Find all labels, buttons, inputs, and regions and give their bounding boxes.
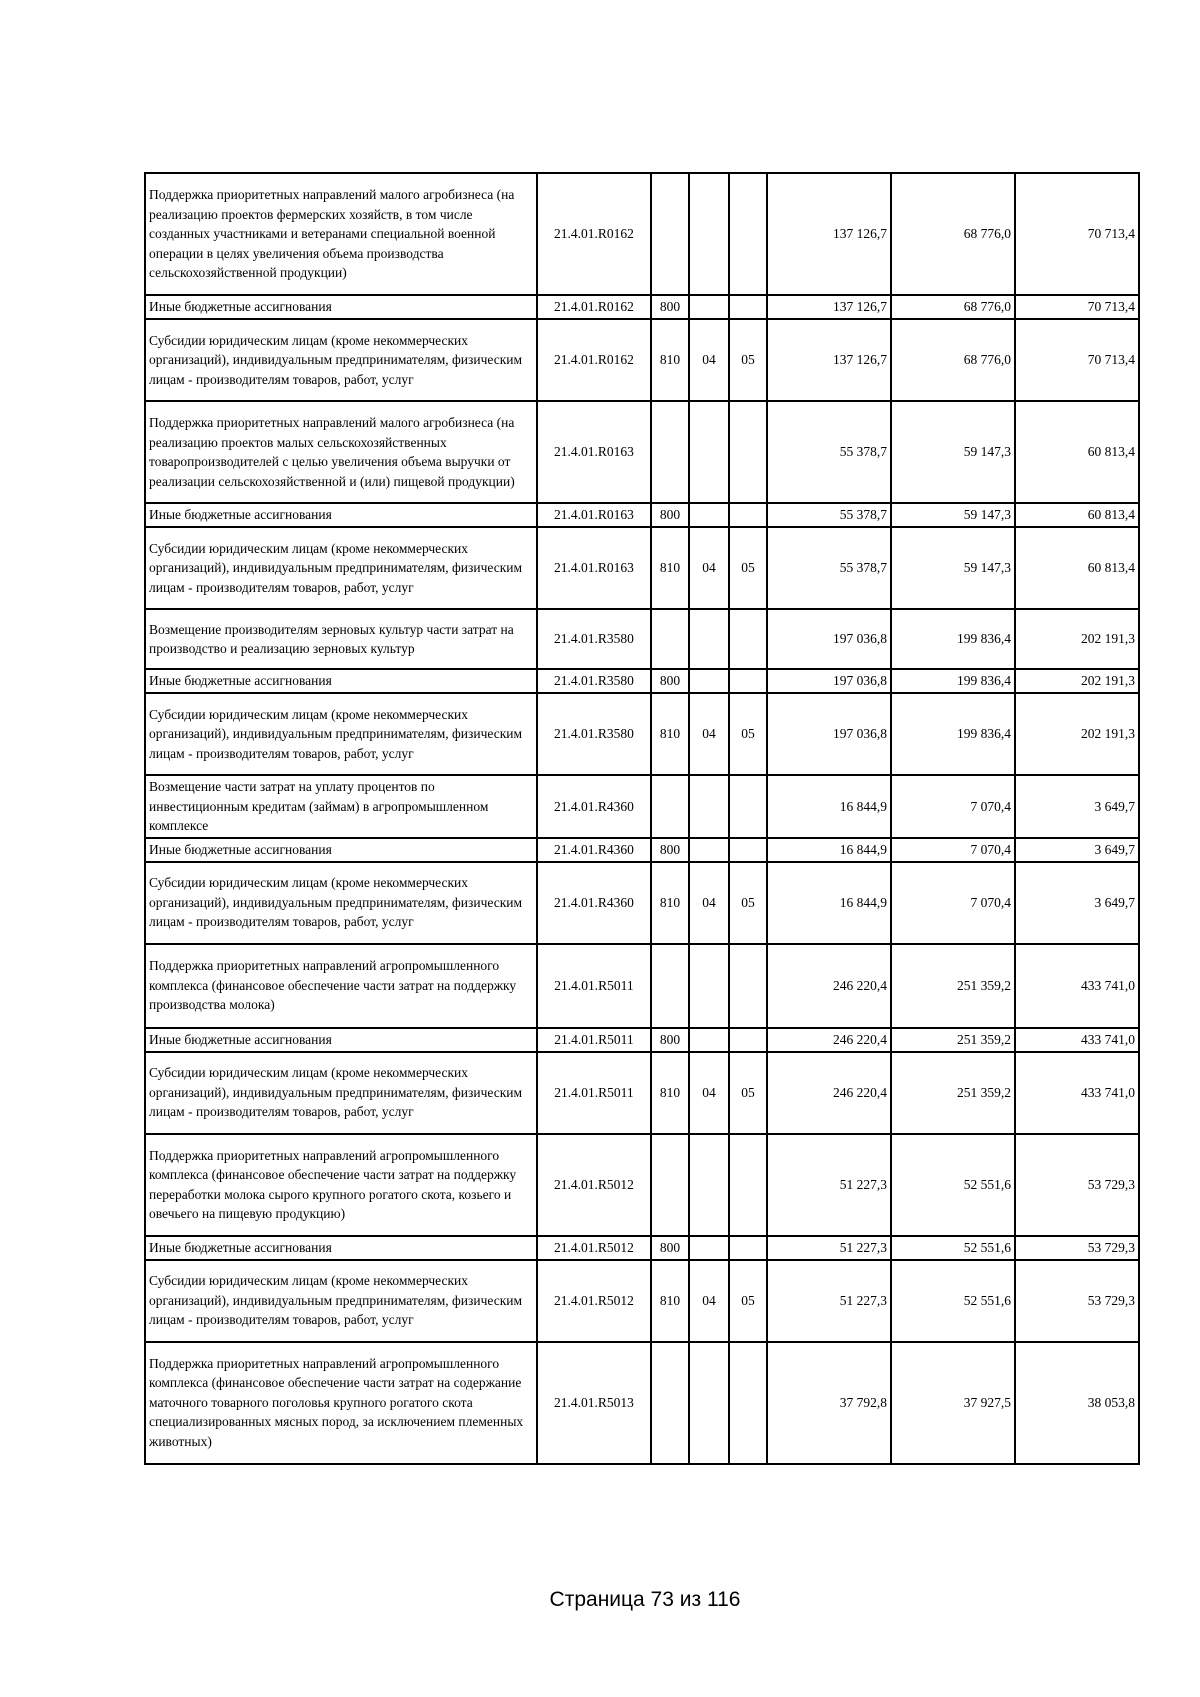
cell-name: Иные бюджетные ассигнования [145, 295, 537, 319]
table-row [145, 1052, 1139, 1134]
table-body [145, 173, 1139, 1464]
cell-code: 21.4.01.R4360 [537, 862, 651, 944]
cell-amount-year1: 16 844,9 [767, 862, 891, 944]
table-row [145, 503, 1139, 527]
cell-code: 21.4.01.R0162 [537, 319, 651, 401]
cell-amount-year1: 246 220,4 [767, 1028, 891, 1052]
cell-amount-year3: 3 649,7 [1015, 838, 1139, 862]
cell-subsection: 05 [729, 693, 767, 775]
cell-code: 21.4.01.R5013 [537, 1342, 651, 1464]
cell-subsection [729, 503, 767, 527]
cell-name: Возмещение части затрат на уплату процентов по инвестиционным кредитам (займам) в агропромышленном комплексе [145, 775, 537, 838]
cell-amount-year2: 7 070,4 [891, 862, 1015, 944]
table-row [145, 401, 1139, 503]
table-row [145, 1236, 1139, 1260]
cell-name: Поддержка приоритетных направлений агропромышленного комплекса (финансовое обеспечение части затрат на поддержку производства молока) [145, 944, 537, 1028]
cell-subsection [729, 173, 767, 295]
cell-expense-type: 810 [651, 862, 689, 944]
cell-code: 21.4.01.R5012 [537, 1236, 651, 1260]
cell-amount-year1: 51 227,3 [767, 1236, 891, 1260]
cell-name: Иные бюджетные ассигнования [145, 1236, 537, 1260]
cell-name: Поддержка приоритетных направлений агропромышленного комплекса (финансовое обеспечение части затрат на поддержку переработки молока сырого крупного рогатого скота, козьего и овечьего на пищевую продукцию) [145, 1134, 537, 1236]
cell-amount-year3: 202 191,3 [1015, 693, 1139, 775]
cell-amount-year1: 246 220,4 [767, 944, 891, 1028]
cell-name: Субсидии юридическим лицам (кроме некоммерческих организаций), индивидуальным предпринимателям, физическим лицам - производителям товаров, работ, услуг [145, 319, 537, 401]
cell-code: 21.4.01.R0163 [537, 527, 651, 609]
cell-expense-type [651, 401, 689, 503]
cell-name: Иные бюджетные ассигнования [145, 503, 537, 527]
cell-section: 04 [689, 1052, 729, 1134]
cell-amount-year3: 38 053,8 [1015, 1342, 1139, 1464]
cell-amount-year3: 60 813,4 [1015, 401, 1139, 503]
cell-amount-year3: 202 191,3 [1015, 609, 1139, 669]
cell-name: Субсидии юридическим лицам (кроме некоммерческих организаций), индивидуальным предпринимателям, физическим лицам - производителям товаров, работ, услуг [145, 693, 537, 775]
cell-section [689, 1134, 729, 1236]
cell-amount-year3: 3 649,7 [1015, 775, 1139, 838]
cell-amount-year3: 3 649,7 [1015, 862, 1139, 944]
cell-amount-year2: 59 147,3 [891, 401, 1015, 503]
cell-amount-year2: 68 776,0 [891, 173, 1015, 295]
table-row [145, 1028, 1139, 1052]
cell-expense-type [651, 775, 689, 838]
cell-amount-year1: 37 792,8 [767, 1342, 891, 1464]
cell-code: 21.4.01.R3580 [537, 669, 651, 693]
cell-amount-year2: 52 551,6 [891, 1134, 1015, 1236]
cell-code: 21.4.01.R5011 [537, 1028, 651, 1052]
cell-code: 21.4.01.R3580 [537, 609, 651, 669]
cell-amount-year3: 70 713,4 [1015, 319, 1139, 401]
table-row [145, 693, 1139, 775]
cell-name: Иные бюджетные ассигнования [145, 838, 537, 862]
table-row [145, 944, 1139, 1028]
table-row [145, 173, 1139, 295]
cell-code: 21.4.01.R5011 [537, 944, 651, 1028]
cell-subsection: 05 [729, 319, 767, 401]
cell-section [689, 1028, 729, 1052]
cell-amount-year3: 60 813,4 [1015, 503, 1139, 527]
cell-expense-type: 810 [651, 693, 689, 775]
cell-amount-year2: 52 551,6 [891, 1236, 1015, 1260]
cell-amount-year2: 52 551,6 [891, 1260, 1015, 1342]
cell-expense-type: 810 [651, 527, 689, 609]
cell-code: 21.4.01.R0163 [537, 401, 651, 503]
cell-name: Возмещение производителям зерновых культур части затрат на производство и реализацию зерновых культур [145, 609, 537, 669]
cell-amount-year3: 60 813,4 [1015, 527, 1139, 609]
cell-expense-type: 810 [651, 319, 689, 401]
cell-amount-year2: 199 836,4 [891, 693, 1015, 775]
table-row [145, 1134, 1139, 1236]
table-row [145, 295, 1139, 319]
cell-amount-year1: 197 036,8 [767, 693, 891, 775]
cell-section [689, 775, 729, 838]
cell-section [689, 173, 729, 295]
table-row [145, 838, 1139, 862]
cell-code: 21.4.01.R4360 [537, 838, 651, 862]
cell-section [689, 838, 729, 862]
cell-subsection [729, 1134, 767, 1236]
cell-section [689, 503, 729, 527]
cell-subsection [729, 609, 767, 669]
cell-amount-year2: 251 359,2 [891, 1052, 1015, 1134]
cell-amount-year2: 59 147,3 [891, 503, 1015, 527]
cell-amount-year1: 137 126,7 [767, 319, 891, 401]
cell-amount-year1: 55 378,7 [767, 401, 891, 503]
cell-expense-type: 800 [651, 1028, 689, 1052]
cell-subsection [729, 1028, 767, 1052]
cell-amount-year1: 197 036,8 [767, 609, 891, 669]
cell-section [689, 669, 729, 693]
cell-subsection [729, 401, 767, 503]
cell-section: 04 [689, 693, 729, 775]
table-row [145, 319, 1139, 401]
cell-amount-year1: 197 036,8 [767, 669, 891, 693]
cell-code: 21.4.01.R0162 [537, 295, 651, 319]
table-row [145, 609, 1139, 669]
table-row [145, 862, 1139, 944]
cell-code: 21.4.01.R0163 [537, 503, 651, 527]
cell-section: 04 [689, 319, 729, 401]
cell-subsection: 05 [729, 862, 767, 944]
cell-name: Иные бюджетные ассигнования [145, 1028, 537, 1052]
cell-code: 21.4.01.R5012 [537, 1260, 651, 1342]
cell-amount-year1: 246 220,4 [767, 1052, 891, 1134]
cell-amount-year3: 70 713,4 [1015, 295, 1139, 319]
table-row [145, 1260, 1139, 1342]
cell-name: Поддержка приоритетных направлений малого агробизнеса (на реализацию проектов фермерских хозяйств, в том числе созданных участниками и ветеранами специальной военной операции в целях увеличения объема производства сельскохозяйственной продукции) [145, 173, 537, 295]
cell-section: 04 [689, 1260, 729, 1342]
cell-amount-year2: 7 070,4 [891, 838, 1015, 862]
cell-name: Поддержка приоритетных направлений агропромышленного комплекса (финансовое обеспечение части затрат на содержание маточного товарного поголовья крупного рогатого скота специализированных мясных пород, за исключением племенных животных) [145, 1342, 537, 1464]
cell-amount-year3: 53 729,3 [1015, 1236, 1139, 1260]
cell-amount-year2: 251 359,2 [891, 944, 1015, 1028]
cell-subsection [729, 838, 767, 862]
cell-expense-type [651, 1342, 689, 1464]
cell-amount-year2: 37 927,5 [891, 1342, 1015, 1464]
cell-amount-year1: 137 126,7 [767, 173, 891, 295]
cell-expense-type: 800 [651, 295, 689, 319]
cell-expense-type: 800 [651, 503, 689, 527]
cell-amount-year3: 202 191,3 [1015, 669, 1139, 693]
cell-expense-type: 800 [651, 669, 689, 693]
cell-code: 21.4.01.R3580 [537, 693, 651, 775]
cell-subsection [729, 1236, 767, 1260]
table-row [145, 527, 1139, 609]
cell-amount-year1: 16 844,9 [767, 775, 891, 838]
cell-section [689, 609, 729, 669]
cell-amount-year1: 137 126,7 [767, 295, 891, 319]
cell-expense-type: 800 [651, 1236, 689, 1260]
cell-amount-year2: 7 070,4 [891, 775, 1015, 838]
cell-amount-year2: 251 359,2 [891, 1028, 1015, 1052]
cell-section: 04 [689, 527, 729, 609]
cell-section [689, 1342, 729, 1464]
cell-amount-year3: 70 713,4 [1015, 173, 1139, 295]
cell-amount-year3: 53 729,3 [1015, 1134, 1139, 1236]
page-number: Страница 73 из 116 [549, 1588, 741, 1611]
cell-name: Субсидии юридическим лицам (кроме некоммерческих организаций), индивидуальным предпринимателям, физическим лицам - производителям товаров, работ, услуг [145, 862, 537, 944]
cell-subsection [729, 669, 767, 693]
cell-subsection: 05 [729, 1052, 767, 1134]
cell-expense-type: 800 [651, 838, 689, 862]
cell-code: 21.4.01.R5011 [537, 1052, 651, 1134]
cell-expense-type [651, 173, 689, 295]
cell-amount-year2: 68 776,0 [891, 319, 1015, 401]
cell-subsection [729, 775, 767, 838]
cell-amount-year3: 433 741,0 [1015, 1052, 1139, 1134]
table-row [145, 669, 1139, 693]
cell-subsection [729, 1342, 767, 1464]
cell-subsection [729, 295, 767, 319]
cell-amount-year1: 55 378,7 [767, 527, 891, 609]
table-row [145, 1342, 1139, 1464]
cell-amount-year3: 433 741,0 [1015, 1028, 1139, 1052]
cell-expense-type [651, 1134, 689, 1236]
cell-section [689, 944, 729, 1028]
budget-table [144, 172, 1140, 1465]
cell-section [689, 295, 729, 319]
cell-expense-type [651, 944, 689, 1028]
cell-amount-year2: 59 147,3 [891, 527, 1015, 609]
cell-expense-type [651, 609, 689, 669]
cell-amount-year1: 51 227,3 [767, 1260, 891, 1342]
cell-name: Субсидии юридическим лицам (кроме некоммерческих организаций), индивидуальным предпринимателям, физическим лицам - производителям товаров, работ, услуг [145, 527, 537, 609]
cell-amount-year2: 68 776,0 [891, 295, 1015, 319]
cell-name: Субсидии юридическим лицам (кроме некоммерческих организаций), индивидуальным предпринимателям, физическим лицам - производителям товаров, работ, услуг [145, 1052, 537, 1134]
cell-name: Иные бюджетные ассигнования [145, 669, 537, 693]
cell-name: Субсидии юридическим лицам (кроме некоммерческих организаций), индивидуальным предпринимателям, физическим лицам - производителям товаров, работ, услуг [145, 1260, 537, 1342]
cell-subsection: 05 [729, 527, 767, 609]
cell-subsection [729, 944, 767, 1028]
cell-section [689, 1236, 729, 1260]
cell-section [689, 401, 729, 503]
table-row [145, 775, 1139, 838]
cell-expense-type: 810 [651, 1052, 689, 1134]
cell-amount-year3: 433 741,0 [1015, 944, 1139, 1028]
cell-amount-year3: 53 729,3 [1015, 1260, 1139, 1342]
cell-amount-year2: 199 836,4 [891, 669, 1015, 693]
cell-code: 21.4.01.R4360 [537, 775, 651, 838]
cell-amount-year2: 199 836,4 [891, 609, 1015, 669]
cell-subsection: 05 [729, 1260, 767, 1342]
cell-amount-year1: 51 227,3 [767, 1134, 891, 1236]
cell-amount-year1: 55 378,7 [767, 503, 891, 527]
cell-amount-year1: 16 844,9 [767, 838, 891, 862]
cell-name: Поддержка приоритетных направлений малого агробизнеса (на реализацию проектов малых сельскохозяйственных товаропроизводителей с целью увеличения объема выручки от реализации сельскохозяйственной и (или) пищевой продукции) [145, 401, 537, 503]
cell-section: 04 [689, 862, 729, 944]
cell-code: 21.4.01.R5012 [537, 1134, 651, 1236]
cell-expense-type: 810 [651, 1260, 689, 1342]
cell-code: 21.4.01.R0162 [537, 173, 651, 295]
